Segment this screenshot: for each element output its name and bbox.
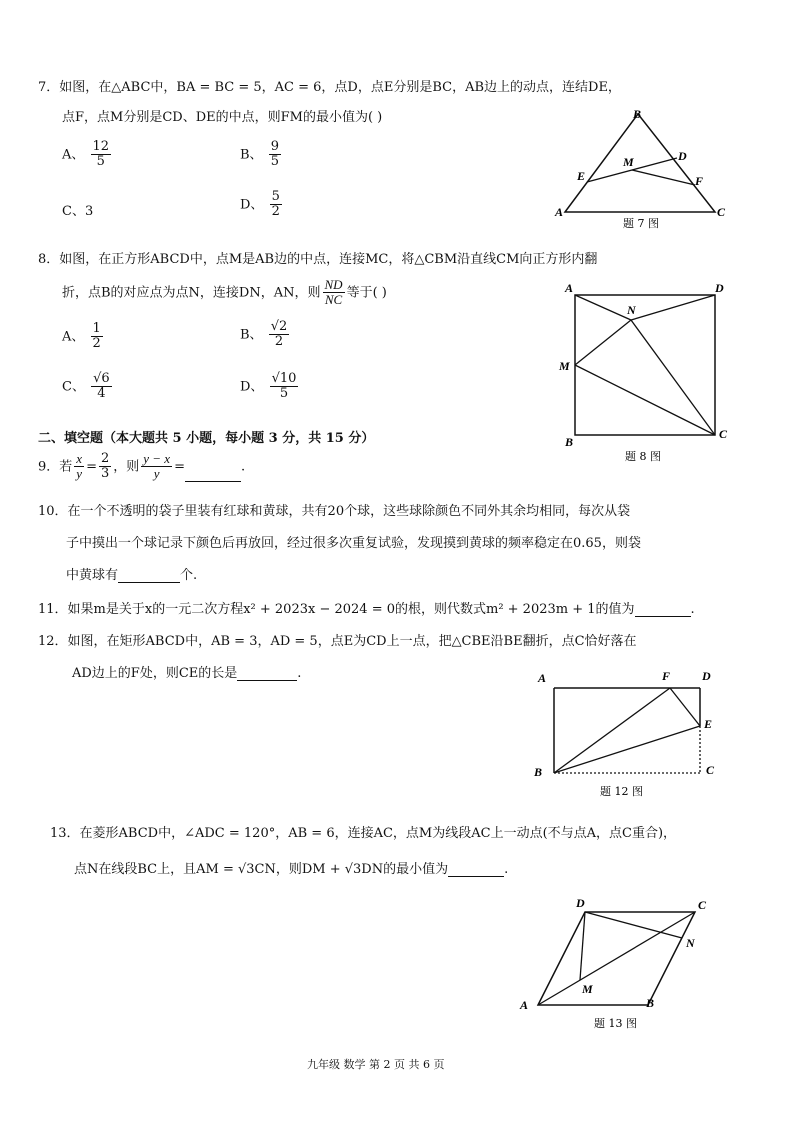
q7-option-b: B、 $\frac{9}{5}$ bbox=[240, 139, 279, 170]
q13-label-c: C bbox=[698, 898, 707, 912]
q13-line2: 点N在线段BC上，且AM = √3CN，则DM + √3DN的最小值为 . bbox=[74, 862, 509, 877]
q8-label-c: C bbox=[719, 427, 728, 441]
q7-figure bbox=[545, 100, 735, 235]
q13-answer-blank bbox=[448, 876, 504, 877]
q7-label-a: A bbox=[555, 205, 564, 219]
q13-label-b: B bbox=[646, 996, 655, 1010]
q8-label-n: N bbox=[627, 303, 636, 317]
q12-line1: 12．如图，在矩形ABCD中，AB = 3，AD = 5，点E为CD上一点，把△CBE沿BE翻折，点C恰好落在 bbox=[38, 634, 637, 649]
q9-answer-blank bbox=[185, 481, 241, 482]
q8-option-c: C、 $\frac{√6}{4}$ bbox=[62, 371, 110, 402]
q8-label-d: D bbox=[715, 281, 724, 295]
q10-line2: 子中摸出一个球记录下颜色后再放回，经过很多次重复试验，发现摸到黄球的频率稳定在0.65，则袋 bbox=[66, 536, 641, 551]
q7-label-b: B bbox=[633, 107, 642, 121]
q12-label-b: B bbox=[534, 765, 543, 779]
q8-option-d: D、 $\frac{√10}{5}$ bbox=[240, 371, 297, 402]
q12-answer-blank bbox=[237, 680, 297, 681]
q7-line2: 点F，点M分别是CD、DE的中点，则FM的最小值为( ) bbox=[62, 110, 383, 125]
q7-label-m: M bbox=[623, 155, 634, 169]
q7-line1: 7．如图，在△ABC中，BA = BC = 5，AC = 6，点D，点E分别是BC，AB边上的动点，连结DE， bbox=[38, 80, 621, 95]
q13-label-m: M bbox=[582, 982, 593, 996]
q10-answer-blank bbox=[118, 582, 180, 583]
q7-label-c: C bbox=[717, 205, 726, 219]
q13-line1: 13．在菱形ABCD中，∠ADC = 120°，AB = 6，连接AC，点M为线段AC上一动点(不与点A，点C重合)， bbox=[50, 826, 677, 841]
q7-option-c: C、3 bbox=[62, 204, 94, 219]
q12-label-d: D bbox=[702, 669, 711, 683]
q12-label-c: C bbox=[706, 763, 715, 777]
q7-label-f: F bbox=[695, 174, 704, 188]
q11-answer-blank bbox=[635, 616, 691, 617]
q8-option-b: B、 $\frac{√2}{2}$ bbox=[240, 319, 288, 350]
q13-label-a: A bbox=[520, 998, 529, 1012]
q9-line: 9．若 $\frac{x}{y}$ = $\frac{2}{3}$ ，则 $\frac{y - x}{y}$ = . bbox=[38, 451, 246, 482]
q10-line3: 中黄球有 个. bbox=[66, 568, 198, 583]
q8-label-m: M bbox=[559, 359, 570, 373]
q13-figure bbox=[510, 895, 715, 1035]
q12-label-e: E bbox=[704, 717, 713, 731]
q12-label-f: F bbox=[662, 669, 671, 683]
q12-caption: 题 12 图 bbox=[600, 785, 643, 798]
q8-option-a: A、 $\frac{1}{2}$ bbox=[62, 321, 101, 352]
q10-line1: 10．在一个不透明的袋子里装有红球和黄球，共有20个球，这些球除颜色不同外其余均相同，每次从袋 bbox=[38, 504, 631, 519]
q7-caption: 题 7 图 bbox=[623, 217, 659, 230]
q11-line: 11．如果m是关于x的一元二次方程x² + 2023x − 2024 = 0的根，则代数式m² + 2023m + 1的值为 . bbox=[38, 602, 695, 617]
q12-label-a: A bbox=[538, 671, 547, 685]
q8-figure bbox=[555, 278, 740, 468]
q7-label-d: D bbox=[678, 149, 687, 163]
q8-caption: 题 8 图 bbox=[625, 450, 661, 463]
q8-line2: 折，点B的对应点为点N，连接DN，AN，则 $\frac{ND}{NC}$ 等于( ) bbox=[62, 277, 387, 308]
section2-title: 二、填空题（本大题共 5 小题，每小题 3 分，共 15 分） bbox=[38, 431, 375, 446]
q8-line1: 8．如图，在正方形ABCD中，点M是AB边的中点，连接MC，将△CBM沿直线CM向正方形内翻 bbox=[38, 252, 598, 267]
q13-label-d: D bbox=[576, 896, 585, 910]
q7-option-a: A、 $\frac{12}{5}$ bbox=[62, 139, 110, 170]
q13-label-n: N bbox=[686, 936, 695, 950]
q7-option-d: D、 $\frac{5}{2}$ bbox=[240, 189, 280, 220]
q12-figure bbox=[530, 668, 725, 803]
q12-line2: AD边上的F处，则CE的长是 . bbox=[72, 666, 302, 681]
q8-label-b: B bbox=[565, 435, 574, 449]
q13-caption: 题 13 图 bbox=[594, 1017, 637, 1030]
q7-label-e: E bbox=[577, 169, 586, 183]
page-footer: 九年级 数学 第 2 页 共 6 页 bbox=[307, 1058, 445, 1071]
q8-label-a: A bbox=[565, 281, 574, 295]
